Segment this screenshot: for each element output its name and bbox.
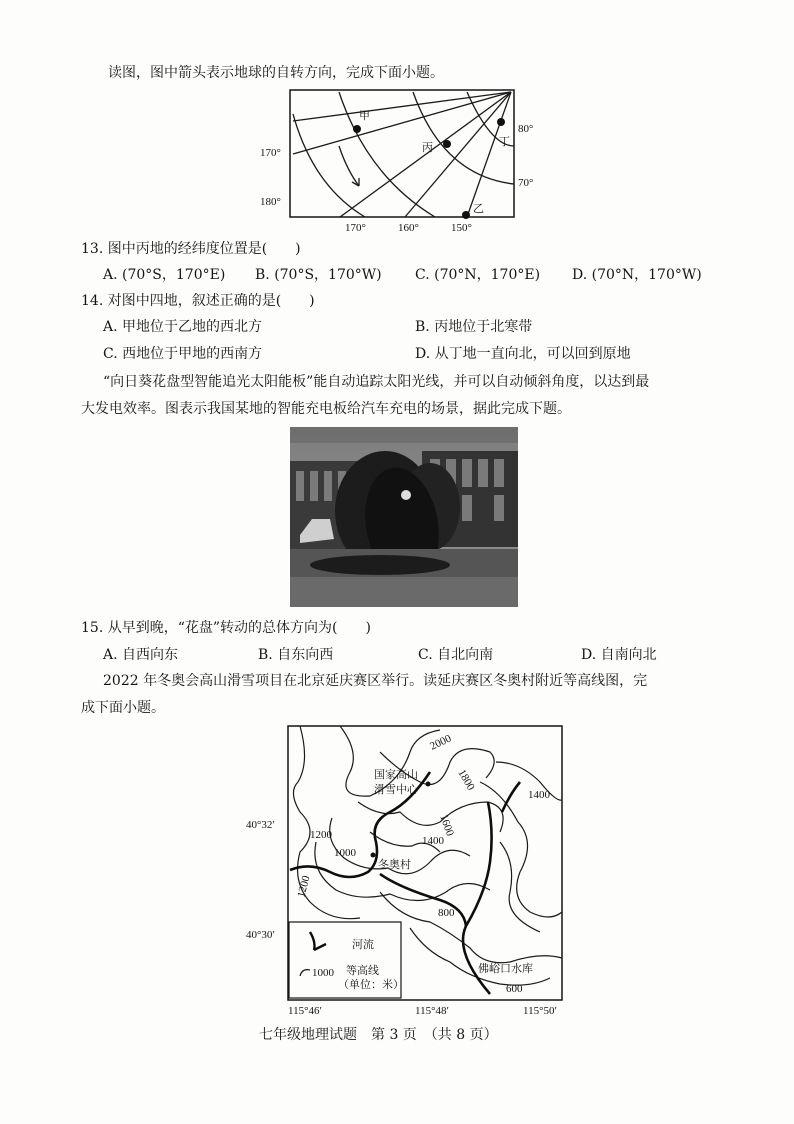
contour-label: 600 <box>506 983 523 995</box>
meridian-line <box>467 92 511 217</box>
intro-text-2-line-2: 大发电效率。图表示我国某地的智能充电板给汽车充电的场景，据此完成下题。 <box>81 401 571 417</box>
legend-contour-label: 等高线 <box>346 964 379 977</box>
lon-label-1: 115°46′ <box>288 1005 322 1017</box>
label-yi: 乙 <box>473 202 484 215</box>
lat-label-top: 40°32′ <box>246 819 275 831</box>
contour-map <box>240 722 570 1017</box>
point-bing <box>443 140 451 148</box>
legend-contour-unit: （单位：米） <box>338 978 404 991</box>
contour-label: 1800 <box>455 767 477 793</box>
ski-center-label-2: 滑雪中心 <box>374 783 418 796</box>
ski-center-label-1: 国家高山 <box>374 768 418 781</box>
q14-option-c: C. 西地位于甲地的西南方 <box>103 346 263 362</box>
reservoir-label: 佛峪口水库 <box>478 962 533 975</box>
question-14-stem: 14. 对图中四地，叙述正确的是( ) <box>81 293 315 309</box>
lon-label-3: 115°50′ <box>523 1005 557 1017</box>
solar-panel-photo <box>290 427 518 607</box>
q15-option-d: D. 自南向北 <box>581 647 657 663</box>
question-13-stem: 13. 图中丙地的经纬度位置是( ) <box>81 241 301 257</box>
lon-label-2: 115°48′ <box>415 1005 449 1017</box>
label-bottom-160: 160° <box>398 222 419 234</box>
intro-text-3-line-1: 2022 年冬奥会高山滑雪项目在北京延庆赛区举行。读延庆赛区冬奥村附近等高线图，完 <box>103 673 648 689</box>
point-ding <box>497 118 505 126</box>
polar-grid-figure <box>255 86 555 234</box>
q15-option-b: B. 自东向西 <box>258 647 334 663</box>
intro-text-1: 读图，图中箭头表示地球的自转方向，完成下面小题。 <box>108 65 444 81</box>
q15-option-c: C. 自北向南 <box>418 647 494 663</box>
label-ding: 丁 <box>499 135 510 148</box>
lat-label-bottom: 40°30′ <box>246 929 275 941</box>
label-left-180: 180° <box>260 196 281 208</box>
q13-option-a: A. (70°S，170°E) <box>103 267 226 283</box>
contour-label: 1200 <box>295 874 313 899</box>
intro-text-2-line-1: “向日葵花盘型智能追光太阳能板”能自动追踪太阳光线，并可以自动倾斜角度，以达到最 <box>103 374 650 390</box>
ski-center-dot <box>426 782 431 787</box>
intro-text-3-line-2: 成下面小题。 <box>81 700 165 716</box>
contour-label: 800 <box>438 907 455 919</box>
rotation-arrow <box>339 146 359 186</box>
label-jia: 甲 <box>359 109 370 122</box>
figure-frame <box>290 90 514 217</box>
contour-label: 1400 <box>422 835 444 847</box>
point-jia <box>353 125 361 133</box>
q13-option-c: C. (70°N，170°E) <box>415 267 541 283</box>
label-left-170: 170° <box>260 147 281 159</box>
label-bottom-170: 170° <box>345 222 366 234</box>
contour-label: 2000 <box>428 732 454 753</box>
contour-label: 1400 <box>528 789 550 801</box>
meridian-line <box>293 92 511 154</box>
label-right-70: 70° <box>518 177 534 189</box>
question-15-stem: 15. 从早到晚，“花盘”转动的总体方向为( ) <box>81 620 371 636</box>
label-right-80: 80° <box>518 123 534 135</box>
legend-river-label: 河流 <box>352 938 374 951</box>
q13-option-b: B. (70°S，170°W) <box>255 267 382 283</box>
page-footer: 七年级地理试题 第 3 页 （共 8 页） <box>259 1027 498 1043</box>
contour-label: 1200 <box>310 829 332 841</box>
label-bing: 丙 <box>422 141 433 154</box>
q14-option-d: D. 从丁地一直向北，可以回到原地 <box>415 346 631 362</box>
q13-option-d: D. (70°N，170°W) <box>572 267 702 283</box>
label-bottom-150: 150° <box>451 222 472 234</box>
contour-label: 1600 <box>437 812 456 838</box>
q14-option-b: B. 丙地位于北寒带 <box>415 319 533 335</box>
point-yi <box>462 211 470 219</box>
q14-option-a: A. 甲地位于乙地的西北方 <box>103 319 263 335</box>
legend-contour-value: 1000 <box>312 967 334 979</box>
village-label: 冬奥村 <box>378 858 411 871</box>
contour-label: 1000 <box>334 847 356 859</box>
q15-option-a: A. 自西向东 <box>103 647 179 663</box>
village-dot <box>371 853 376 858</box>
